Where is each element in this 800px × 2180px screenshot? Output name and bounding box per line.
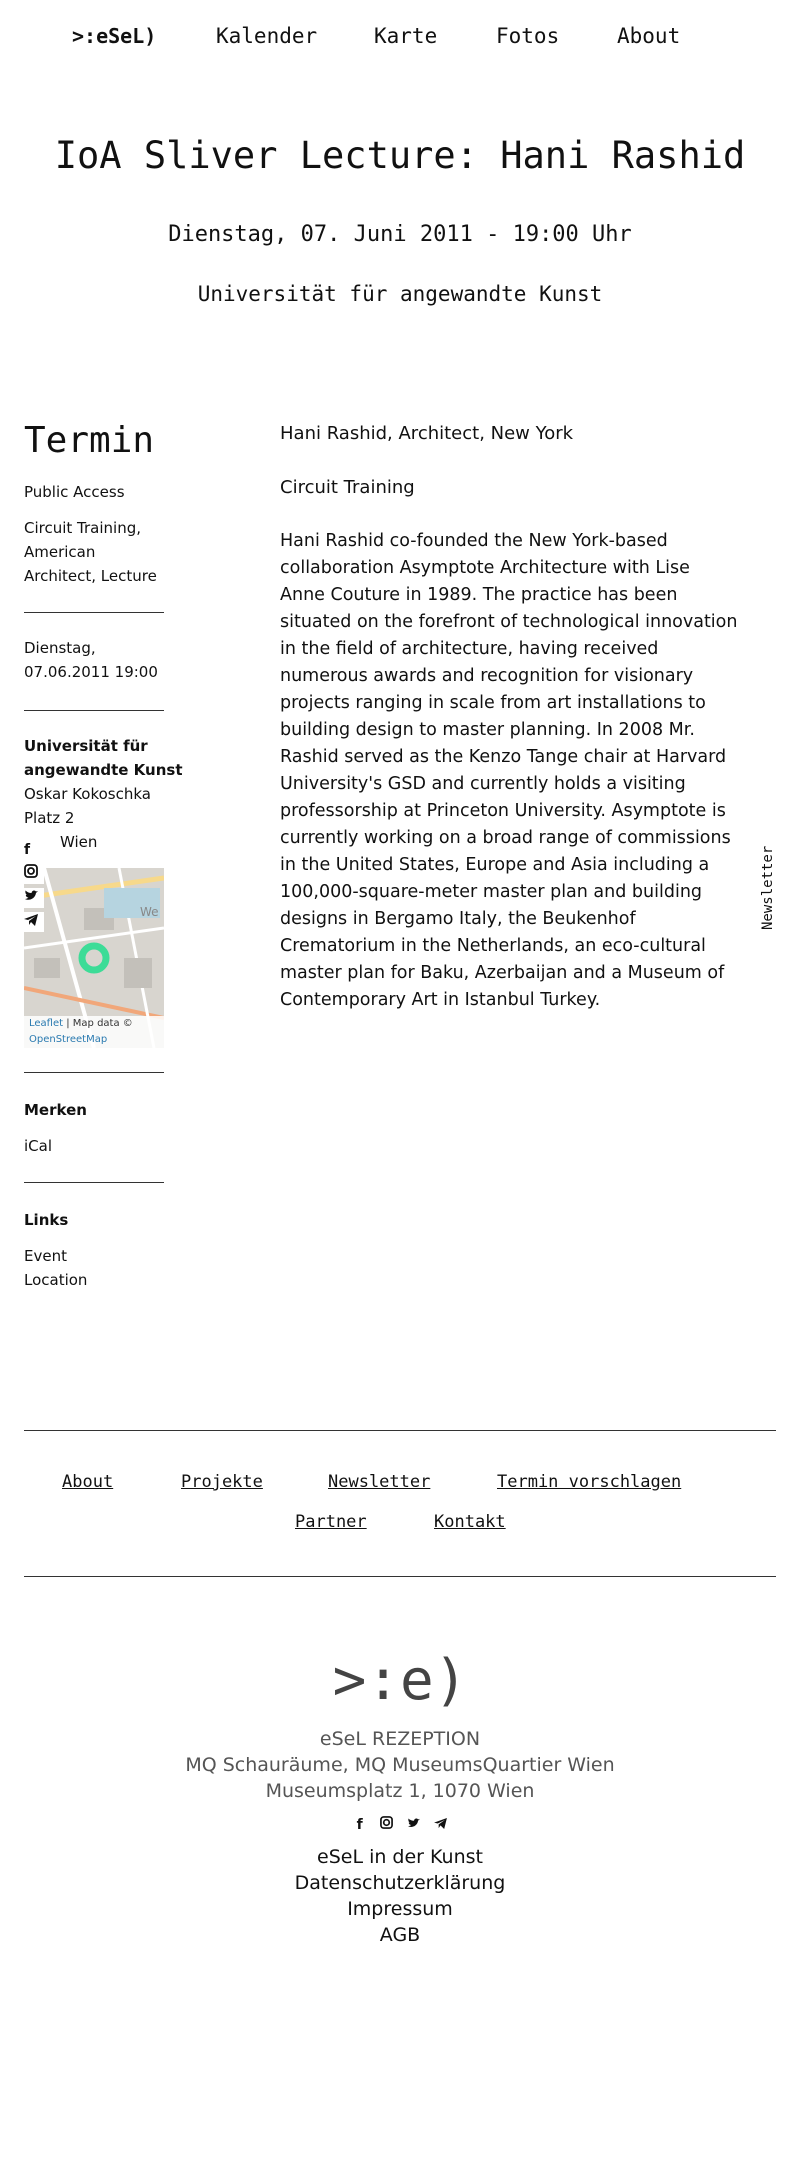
location-map[interactable] xyxy=(24,868,164,1048)
facebook-icon[interactable]: f xyxy=(356,1817,363,1833)
venue-address-line1: Oskar Kokoschka xyxy=(24,785,151,803)
footer-link-termin-vorschlagen[interactable]: Termin vorschlagen xyxy=(497,1472,682,1492)
twitter-icon[interactable] xyxy=(402,1817,424,1833)
footer-divider xyxy=(24,1576,776,1577)
article-section: Circuit Training xyxy=(280,477,415,498)
footer-name: eSeL REZEPTION xyxy=(319,1728,481,1750)
access-label: Public Access xyxy=(24,483,125,501)
footer-link-newsletter[interactable]: Newsletter xyxy=(328,1472,431,1492)
newsletter-tab-label: Newsletter xyxy=(760,845,776,930)
instagram-icon[interactable] xyxy=(24,864,44,884)
footer-link-projekte[interactable]: Projekte xyxy=(181,1472,263,1492)
map-attribution xyxy=(24,1016,164,1048)
footer-address: Museumsplatz 1, 1070 Wien xyxy=(265,1780,535,1802)
divider xyxy=(24,1072,164,1073)
event-location: Universität für angewandte Kunst xyxy=(197,282,603,306)
merken-heading: Merken xyxy=(24,1101,87,1119)
site-logo[interactable]: >:eSeL) xyxy=(72,24,157,48)
venue-name-line2: angewandte Kunst xyxy=(24,761,183,779)
top-nav xyxy=(0,18,800,54)
tag-architect-lecture[interactable]: Architect, Lecture xyxy=(24,567,157,585)
event-link[interactable]: Event xyxy=(24,1247,67,1265)
venue-city: Wien xyxy=(60,833,98,851)
tag-circuit-training[interactable]: Circuit Training, xyxy=(24,519,142,537)
divider xyxy=(24,612,164,613)
article-body: Hani Rashid co-founded the New York-based collaboration Asymptote Architecture with Lise Anne Couture in 1989. The practice has been situated on the forefront of technological innovation in the field of architecture, having received numerous awards and recognition for visionary projects ranging in scale from art installations to building design to master planning. In 2008 Mr. Rashid served as the Kenzo Tange chair at Harvard University's GSD and currently holds a visiting professorship at Princeton University. Asymptote is currently working on a broad range of commissions in the United States, Europe and Asia including a 100,000-square-meter master plan and building designs in Bergamo Italy, the Beukenhof Crematorium in the Netherlands, an eco-cultural master plan for Baku, Azerbaijan and a Museum of Contemporary Art in Istanbul Turkey. xyxy=(280,531,738,1010)
footer-social xyxy=(0,1816,800,1833)
facebook-icon[interactable]: f xyxy=(24,840,44,860)
svg-text:We: We xyxy=(140,905,159,919)
divider xyxy=(24,710,164,711)
instagram-icon[interactable] xyxy=(376,1816,398,1833)
venue-name-line1: Universität für xyxy=(24,737,148,755)
newsletter-tab[interactable] xyxy=(752,846,782,936)
venue-address-line2: Platz 2 xyxy=(24,809,75,827)
footer-link-about[interactable]: About xyxy=(62,1472,114,1492)
nav-item-about[interactable]: About xyxy=(617,24,681,48)
twitter-icon[interactable] xyxy=(24,888,44,908)
event-date: Dienstag, 07. Juni 2011 - 19:00 Uhr xyxy=(168,222,632,247)
location-link[interactable]: Location xyxy=(24,1271,88,1289)
footer-link-kontakt[interactable]: Kontakt xyxy=(434,1512,506,1532)
footer-link-esel-in-der-kunst[interactable]: eSeL in der Kunst xyxy=(317,1846,483,1868)
footer-place: MQ Schauräume, MQ MuseumsQuartier Wien xyxy=(185,1754,615,1776)
date-time: 07.06.2011 19:00 xyxy=(24,663,158,681)
footer-link-impressum[interactable]: Impressum xyxy=(347,1898,453,1920)
date-weekday: Dienstag, xyxy=(24,639,96,657)
nav-item-fotos[interactable]: Fotos xyxy=(496,24,560,48)
footer-link-datenschutz[interactable]: Datenschutzerklärung xyxy=(294,1872,506,1894)
article-subtitle: Hani Rashid, Architect, New York xyxy=(280,423,574,444)
telegram-icon[interactable] xyxy=(24,912,44,932)
osm-link[interactable]: OpenStreetMap xyxy=(29,1034,108,1045)
ical-link[interactable]: iCal xyxy=(24,1137,53,1155)
footer-link-agb[interactable]: AGB xyxy=(379,1924,421,1946)
map-attribution-text: | Map data © xyxy=(63,1018,133,1029)
links-heading: Links xyxy=(24,1211,69,1229)
footer-divider xyxy=(24,1430,776,1431)
termin-heading: Termin xyxy=(24,420,155,461)
telegram-icon[interactable] xyxy=(429,1817,451,1833)
nav-item-karte[interactable]: Karte xyxy=(374,24,438,48)
divider xyxy=(24,1182,164,1183)
leaflet-link[interactable]: Leaflet xyxy=(29,1018,64,1029)
footer-link-partner[interactable]: Partner xyxy=(295,1512,367,1532)
tag-american[interactable]: American xyxy=(24,543,96,561)
event-title: IoA Sliver Lecture: Hani Rashid xyxy=(54,134,746,177)
footer-logo: >:e) xyxy=(332,1648,468,1713)
nav-item-kalender[interactable]: Kalender xyxy=(216,24,318,48)
